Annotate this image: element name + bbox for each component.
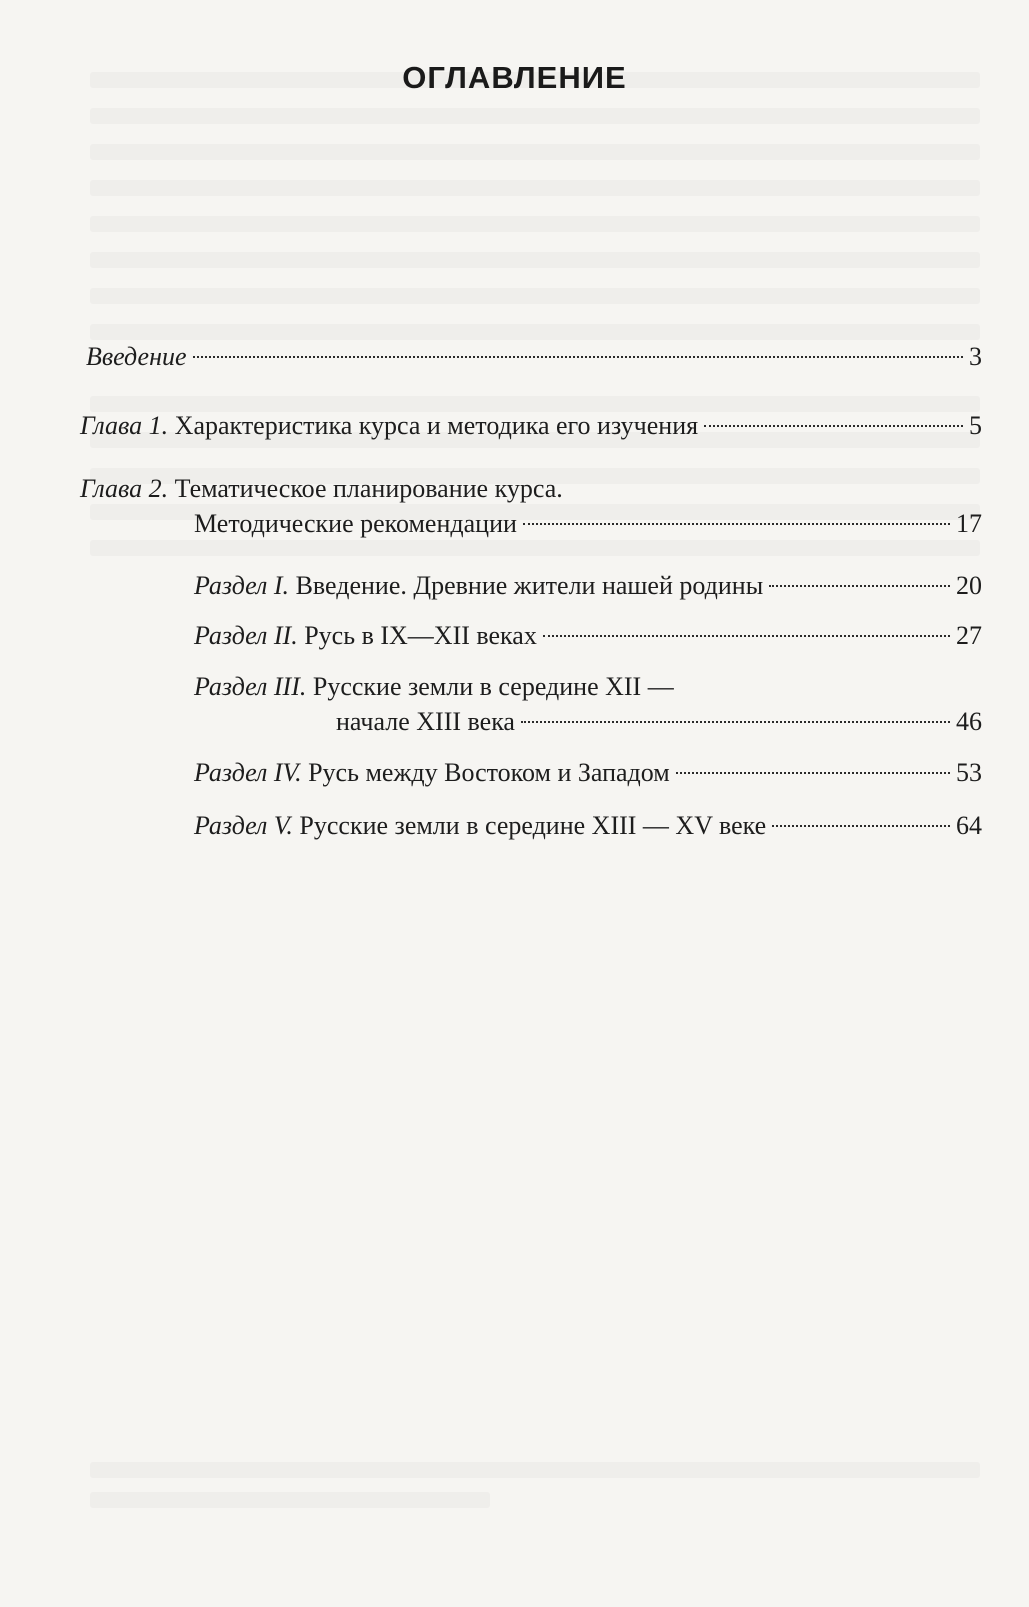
bleed-through-text [90,324,980,340]
bleed-through-text [90,108,980,124]
dot-leader [523,523,950,525]
toc-entry-title: Характеристика курса и методика его изучения [168,411,699,440]
dot-leader [193,356,963,358]
toc-entry-label: Введение [86,342,187,371]
toc-page-number: 27 [956,621,982,650]
toc-page-number: 3 [969,342,982,371]
toc-entry-title: Введение. Древние жители нашей родины [289,571,764,600]
toc-entry-section-3 [336,706,982,738]
bleed-through-text [90,1492,490,1508]
dot-leader [704,425,963,427]
toc-entry-prefix: Раздел V. [194,811,293,840]
toc-entry-section-5 [194,810,982,842]
toc-entry-title: Методические рекомендации [194,509,517,538]
toc-page-number: 20 [956,571,982,600]
dot-leader [769,585,950,587]
toc-entry-section-2 [194,620,982,652]
dot-leader [676,772,950,774]
bleed-through-text [90,1462,980,1478]
toc-entry-section-1 [194,570,982,602]
bleed-through-text [90,180,980,196]
dot-leader [543,635,950,637]
dot-leader [772,825,950,827]
toc-entry-prefix: Раздел II. [194,621,298,650]
bleed-through-text [90,216,980,232]
bleed-through-text [90,252,980,268]
toc-entry-section-3-line1 [194,671,674,703]
toc-page-number: 64 [956,811,982,840]
toc-entry-chapter-2 [194,508,982,540]
toc-entry-chapter-2-line1 [80,473,563,505]
toc-entry-prefix: Глава 2. [80,474,169,503]
toc-entry-title: начале XIII века [336,707,515,736]
toc-entry-title: Русь в IX—XII веках [297,621,537,650]
toc-entry-section-4 [194,757,982,789]
toc-entry-prefix: Раздел I. [194,571,290,600]
bleed-through-text [90,540,980,556]
toc-entry-title: Русские земли в середине XII — [306,672,674,701]
toc-page-number: 46 [956,707,982,736]
dot-leader [521,721,950,723]
page-title: ОГЛАВЛЕНИЕ [402,60,627,95]
toc-entry-title: Тематическое планирование курса. [168,474,563,503]
toc-page-number: 53 [956,758,982,787]
bleed-through-text [90,144,980,160]
toc-entry-prefix: Глава 1. [80,411,169,440]
toc-page-number: 5 [969,411,982,440]
toc-entry-title: Русские земли в середине XIII — XV веке [292,811,767,840]
toc-entry-prefix: Раздел IV. [194,758,302,787]
toc-entry-chapter-1 [80,410,982,442]
toc-page-number: 17 [956,509,982,538]
toc-entry-introduction [86,341,982,373]
toc-entry-title: Русь между Востоком и Западом [301,758,670,787]
toc-entry-prefix: Раздел III. [194,672,307,701]
bleed-through-text [90,288,980,304]
